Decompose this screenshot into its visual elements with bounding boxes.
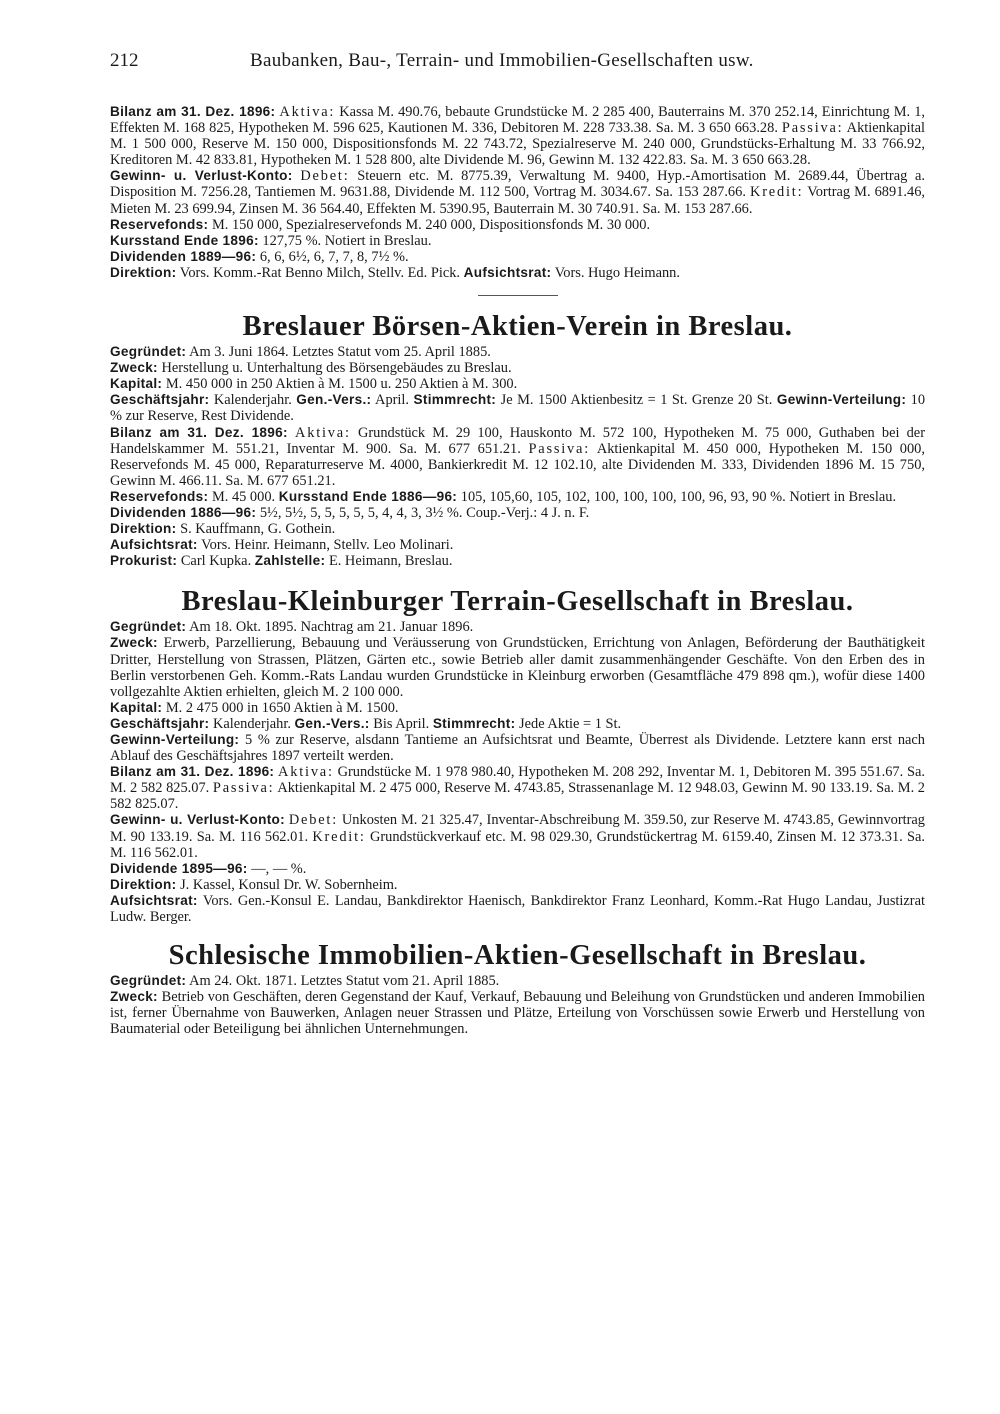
section-continuation	[110, 104, 925, 296]
geschaeftsjahr-entry: Geschäftsjahr: Kalenderjahr. Gen.-Vers.: Bis April. Stimmrecht: Jede Aktie = 1 St.	[110, 715, 622, 732]
prokurist-entry: Prokurist: Carl Kupka. Zahlstelle: E. Heimann, Breslau.	[110, 553, 453, 570]
reservefonds-entry: Reservefonds: M. 45 000. Kursstand Ende 1886—96: 105, 105,60, 105, 102, 100, 100, 100, 100, 96, 93, 90 %. Notiert in Breslau.	[110, 488, 897, 505]
kapital-entry: Kapital: M. 450 000 in 250 Aktien à M. 1500 u. 250 Aktien à M. 300.	[110, 376, 518, 393]
kapital-entry: Kapital: M. 2 475 000 in 1650 Aktien à M. 1500.	[110, 699, 399, 716]
reservefonds-entry: Reservefonds: M. 150 000, Spezialreservefonds M. 240 000, Dispositionsfonds M. 30 000.	[110, 216, 651, 233]
zweck-entry: Zweck: Betrieb von Geschäften, deren Gegenstand der Kauf, Verkauf, Bebauung und Beleihung von Grundstücken und anderen Immobilien ist, ferner Übernahme von Bauwerken, Anlagen neuer Strassen und Plätze, Erteilung von Vorschüssen sowie Erwerb und Herstellung von Baumaterial oder Beteiligung bei ähnlichen Unternehmungen.	[110, 989, 925, 1038]
bilanz-entry: Bilanz am 31. Dez. 1896: Aktiva: Kassa M. 490.76, bebaute Grundstücke M. 2 285 400, Bauterrains M. 370 252.14, Einrichtung M. 1, Effekten M. 168 825, Hypotheken M. 596 625, Kautionen M. 336, Debitoren M. 228 733.38. Sa. M. 3 650 663.28. Passiva: Aktienkapital M. 1 500 000, Reserve M. 150 000, Dispositionsfonds M. 22 743.72, Spezialreserve M. 240 000, Grundstücks-Erhaltung M. 33 766.92, Kreditoren M. 42 833.81, Hypotheken M. 1 528 800, alte Dividende M. 96, Gewinn M. 132 422.83. Sa. M. 3 650 663.28.	[110, 104, 925, 169]
section-breslau-kleinburger	[110, 585, 925, 925]
direktion-entry: Direktion: J. Kassel, Konsul Dr. W. Sobernheim.	[110, 876, 398, 893]
direktion-entry: Direktion: Vors. Komm.-Rat Benno Milch, Stellv. Ed. Pick. Aufsichtsrat: Vors. Hugo Heimann.	[110, 264, 680, 281]
dividenden-entry: Dividenden 1889—96: 6, 6, 6½, 6, 7, 7, 8, 7½ %.	[110, 248, 409, 265]
section-divider	[478, 295, 558, 296]
bilanz-entry: Bilanz am 31. Dez. 1896: Aktiva: Grundstück M. 29 100, Hauskonto M. 572 100, Hypotheken M. 75 000, Guthaben bei der Handelskammer M. 551.21, Inventar M. 900. Sa. M. 677 651.21. Passiva: Aktienkapital M. 450 000, Hypotheken M. 150 000, Reservefonds M. 45 000, Reparaturreserve M. 4000, Bankierkredit M. 12 102.10, alte Dividenden M. 333, Dividenden 1896 M. 15 750, Gewinn M. 466.11. Sa. M. 677 651.21.	[110, 424, 925, 489]
section-breslauer-boersen	[110, 310, 925, 569]
gegruendet-entry: Gegründet: Am 3. Juni 1864. Letztes Statut vom 25. April 1885.	[110, 344, 491, 361]
gewinn-verlust-entry: Gewinn- u. Verlust-Konto: Debet: Unkosten M. 21 325.47, Inventar-Abschreibung M. 359.50, zur Reserve M. 4743.85, Gewinnvortrag M. 90 133.19. Sa. M. 116 562.01. Kredit: Grundstückverkauf etc. M. 98 029.30, Grundstückertrag M. 6159.40, Zinsen M. 12 373.31. Sa. M. 116 562.01.	[110, 812, 925, 861]
company-title: Breslauer Börsen-Aktien-Verein in Breslau.	[242, 311, 793, 343]
direktion-entry: Direktion: S. Kauffmann, G. Gothein.	[110, 521, 336, 538]
dividende-entry: Dividende 1895—96: —, — %.	[110, 860, 307, 877]
zweck-entry: Zweck: Erwerb, Parzellierung, Bebauung und Veräusserung von Grundstücken, Errichtung von Anlagen, Beförderung der Bauthätigkeit Dritter, Herstellung von Strassen, Plätzen, Gärten etc., sowie Betrieb aller damit zusammenhängender Geschäfte. Von den Erben des in Berlin verstorbenen Geh. Komm.-Rats Landau wurden Grundstücke in Kleinburg erworben (Gesamtfläche 479 898 qm.), wofür diese 1400 vollgezahlte Aktien erhielten, gleich M. 2 100 000.	[110, 635, 925, 700]
page-number: 212	[110, 50, 139, 71]
gewinn-verlust-entry: Gewinn- u. Verlust-Konto: Debet: Steuern etc. M. 8775.39, Verwaltung M. 9400, Hyp.-Amortisation M. 2689.44, Übertrag a. Disposition M. 7256.28, Tantiemen M. 9631.88, Dividende M. 112 500, Vortrag M. 3034.67. Sa. 153 287.66. Kredit: Vortrag M. 6891.46, Mieten M. 23 699.94, Zinsen M. 36 564.40, Effekten M. 5390.95, Bauterrain M. 30 740.91. Sa. M. 153 287.66.	[110, 168, 925, 217]
aufsichtsrat-entry: Aufsichtsrat: Vors. Heinr. Heimann, Stellv. Leo Molinari.	[110, 537, 454, 554]
running-title: Baubanken, Bau-, Terrain- und Immobilien-Gesellschaften usw.	[250, 50, 754, 71]
geschaeftsjahr-entry: Geschäftsjahr: Kalenderjahr. Gen.-Vers.: April. Stimmrecht: Je M. 1500 Aktienbesitz = 1 St. Grenze 20 St. Gewinn-Verteilung: 10 % zur Reserve, Rest Dividende.	[110, 392, 926, 425]
section-schlesische-immobilien	[110, 939, 925, 1037]
aufsichtsrat-entry: Aufsichtsrat: Vors. Gen.-Konsul E. Landau, Bankdirektor Haenisch, Bankdirektor Franz Leonhard, Komm.-Rat Hugo Landau, Justizrat Ludw. Berger.	[110, 892, 925, 926]
kursstand-entry: Kursstand Ende 1896: 127,75 %. Notiert in Breslau.	[110, 232, 432, 249]
company-title: Schlesische Immobilien-Aktien-Gesellschaft in Breslau.	[168, 940, 867, 972]
gegruendet-entry: Gegründet: Am 24. Okt. 1871. Letztes Statut vom 21. April 1885.	[110, 973, 500, 990]
zweck-entry: Zweck: Herstellung u. Unterhaltung des Börsengebäudes zu Breslau.	[110, 360, 512, 377]
document-page	[110, 50, 925, 1038]
bilanz-entry: Bilanz am 31. Dez. 1896: Aktiva: Grundstücke M. 1 978 980.40, Hypotheken M. 208 292, Inventar M. 1, Debitoren M. 395 551.67. Sa. M. 2 582 825.07. Passiva: Aktienkapital M. 2 475 000, Reserve M. 4743.85, Strassenanlage M. 12 948.03, Gewinn M. 90 133.19. Sa. M. 2 582 825.07.	[110, 764, 926, 813]
gewinn-verteilung-entry: Gewinn-Verteilung: 5 % zur Reserve, alsdann Tantieme an Aufsichtsrat und Beamte, Überrest als Dividende. Letztere kann erst nach Ablauf des Geschäftsjahres 1897 verteilt werden.	[110, 732, 925, 765]
dividenden-entry: Dividenden 1886—96: 5½, 5½, 5, 5, 5, 5, 5, 4, 4, 3, 3½ %. Coup.-Verj.: 4 J. n. F.	[110, 504, 590, 521]
page-header	[110, 50, 925, 80]
gegruendet-entry: Gegründet: Am 18. Okt. 1895. Nachtrag am 21. Januar 1896.	[110, 619, 474, 636]
company-title: Breslau-Kleinburger Terrain-Gesellschaft in Breslau.	[181, 586, 854, 618]
